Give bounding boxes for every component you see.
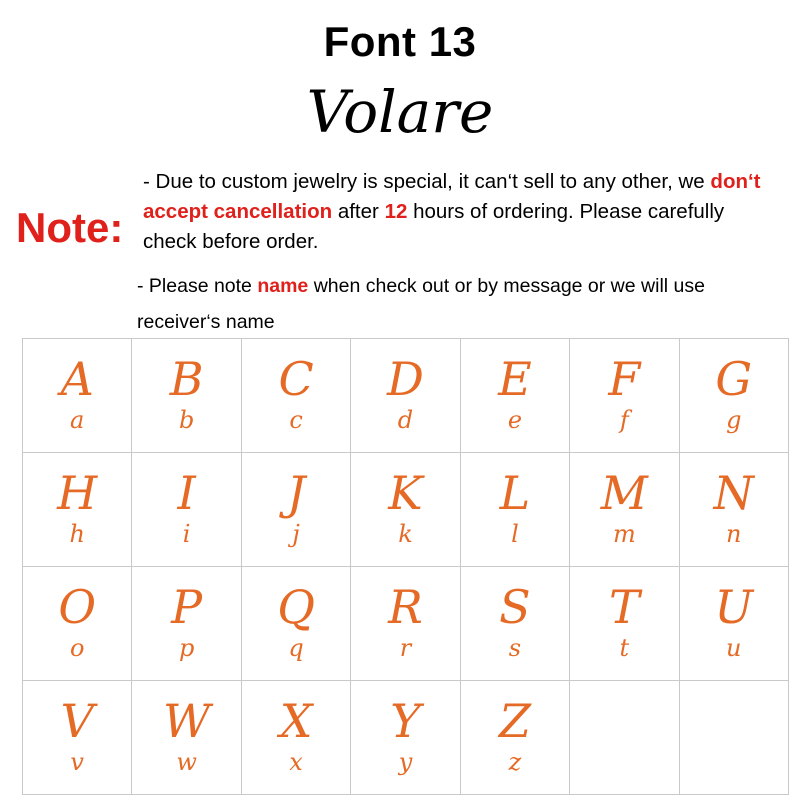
uppercase-letter: W <box>162 694 211 748</box>
lowercase-letter: p <box>178 634 195 662</box>
note-line1-highlight: don‘t accept cancellation <box>143 170 761 223</box>
uppercase-letter: N <box>713 466 754 520</box>
letter-cell <box>242 339 351 453</box>
letter-cell <box>23 681 132 795</box>
letter-cell <box>680 681 789 795</box>
uppercase-letter: Q <box>277 580 315 634</box>
lowercase-letter: j <box>292 520 300 548</box>
letter-cell <box>461 567 570 681</box>
letter-cell <box>570 339 679 453</box>
letter-cell <box>242 453 351 567</box>
note-name-highlight: name <box>257 275 309 297</box>
uppercase-letter: U <box>714 580 754 634</box>
uppercase-letter: Z <box>498 694 531 748</box>
uppercase-letter: I <box>177 466 196 520</box>
letter-cell <box>351 339 460 453</box>
uppercase-letter: E <box>498 352 532 406</box>
letter-cell <box>351 453 460 567</box>
uppercase-letter: X <box>279 694 313 748</box>
letter-cell <box>242 681 351 795</box>
uppercase-letter: D <box>387 352 424 406</box>
lowercase-letter: v <box>70 748 84 776</box>
lowercase-letter: s <box>508 634 522 662</box>
lowercase-letter: n <box>726 520 742 548</box>
lowercase-letter: u <box>726 634 742 662</box>
letter-cell <box>242 567 351 681</box>
lowercase-letter: g <box>726 406 742 434</box>
letter-cell <box>461 681 570 795</box>
uppercase-letter: S <box>499 580 531 634</box>
note-line1-mid: after <box>332 200 385 223</box>
lowercase-letter: t <box>619 634 630 662</box>
note-paragraph-name <box>137 268 777 340</box>
uppercase-letter: L <box>499 466 531 520</box>
letter-cell <box>23 567 132 681</box>
uppercase-letter: F <box>608 352 641 406</box>
letter-cell <box>132 681 241 795</box>
lowercase-letter: m <box>612 520 636 548</box>
uppercase-letter: H <box>57 466 98 520</box>
lowercase-letter: a <box>70 406 85 434</box>
letter-cell <box>132 339 241 453</box>
uppercase-letter: J <box>286 466 306 520</box>
uppercase-letter: P <box>171 580 203 634</box>
uppercase-letter: O <box>58 580 97 634</box>
letter-cell <box>23 339 132 453</box>
letter-cell <box>570 453 679 567</box>
lowercase-letter: c <box>289 406 303 434</box>
note-paragraph-cancellation <box>143 167 783 257</box>
lowercase-letter: x <box>289 748 303 776</box>
letter-grid <box>22 338 789 795</box>
letter-cell <box>132 453 241 567</box>
note-line2-post: when check out or by message or we will use receiver‘s name <box>137 275 705 333</box>
lowercase-letter: b <box>178 406 195 434</box>
lowercase-letter: h <box>69 520 85 548</box>
letter-cell <box>461 339 570 453</box>
uppercase-letter: T <box>609 580 640 634</box>
note-hours-highlight: 12 <box>384 200 408 223</box>
note-line1-post: hours of ordering. Please carefully check before order. <box>143 200 725 253</box>
letter-cell <box>461 453 570 567</box>
lowercase-letter: k <box>398 520 413 548</box>
uppercase-letter: C <box>278 352 314 406</box>
uppercase-letter: Y <box>390 694 421 748</box>
uppercase-letter: V <box>60 694 94 748</box>
lowercase-letter: y <box>398 748 413 776</box>
letter-cell <box>23 453 132 567</box>
letter-cell <box>132 567 241 681</box>
lowercase-letter: o <box>69 634 85 662</box>
page-title: Font 13 <box>323 18 477 65</box>
note-line2-pre: - Please note <box>137 275 258 297</box>
letter-cell <box>680 567 789 681</box>
lowercase-letter: r <box>399 634 412 662</box>
lowercase-letter: f <box>619 406 629 434</box>
uppercase-letter: K <box>388 466 423 520</box>
lowercase-letter: i <box>182 520 191 548</box>
letter-cell <box>351 567 460 681</box>
lowercase-letter: l <box>511 520 519 548</box>
lowercase-letter: w <box>176 748 197 776</box>
uppercase-letter: R <box>388 580 423 634</box>
lowercase-letter: e <box>507 406 523 434</box>
note-label: Note: <box>16 204 124 251</box>
lowercase-letter: z <box>508 748 522 776</box>
uppercase-letter: G <box>715 352 753 406</box>
letter-cell <box>680 339 789 453</box>
uppercase-letter: B <box>169 352 204 406</box>
lowercase-letter: d <box>397 406 414 434</box>
letter-cell <box>570 681 679 795</box>
letter-cell <box>570 567 679 681</box>
uppercase-letter: A <box>60 352 94 406</box>
uppercase-letter: M <box>600 466 648 520</box>
letter-cell <box>351 681 460 795</box>
lowercase-letter: q <box>288 634 304 662</box>
letter-cell <box>680 453 789 567</box>
font-name-sample: Volare <box>306 78 494 146</box>
note-line1-pre: - Due to custom jewelry is special, it can‘t sell to any other, we <box>143 170 705 193</box>
